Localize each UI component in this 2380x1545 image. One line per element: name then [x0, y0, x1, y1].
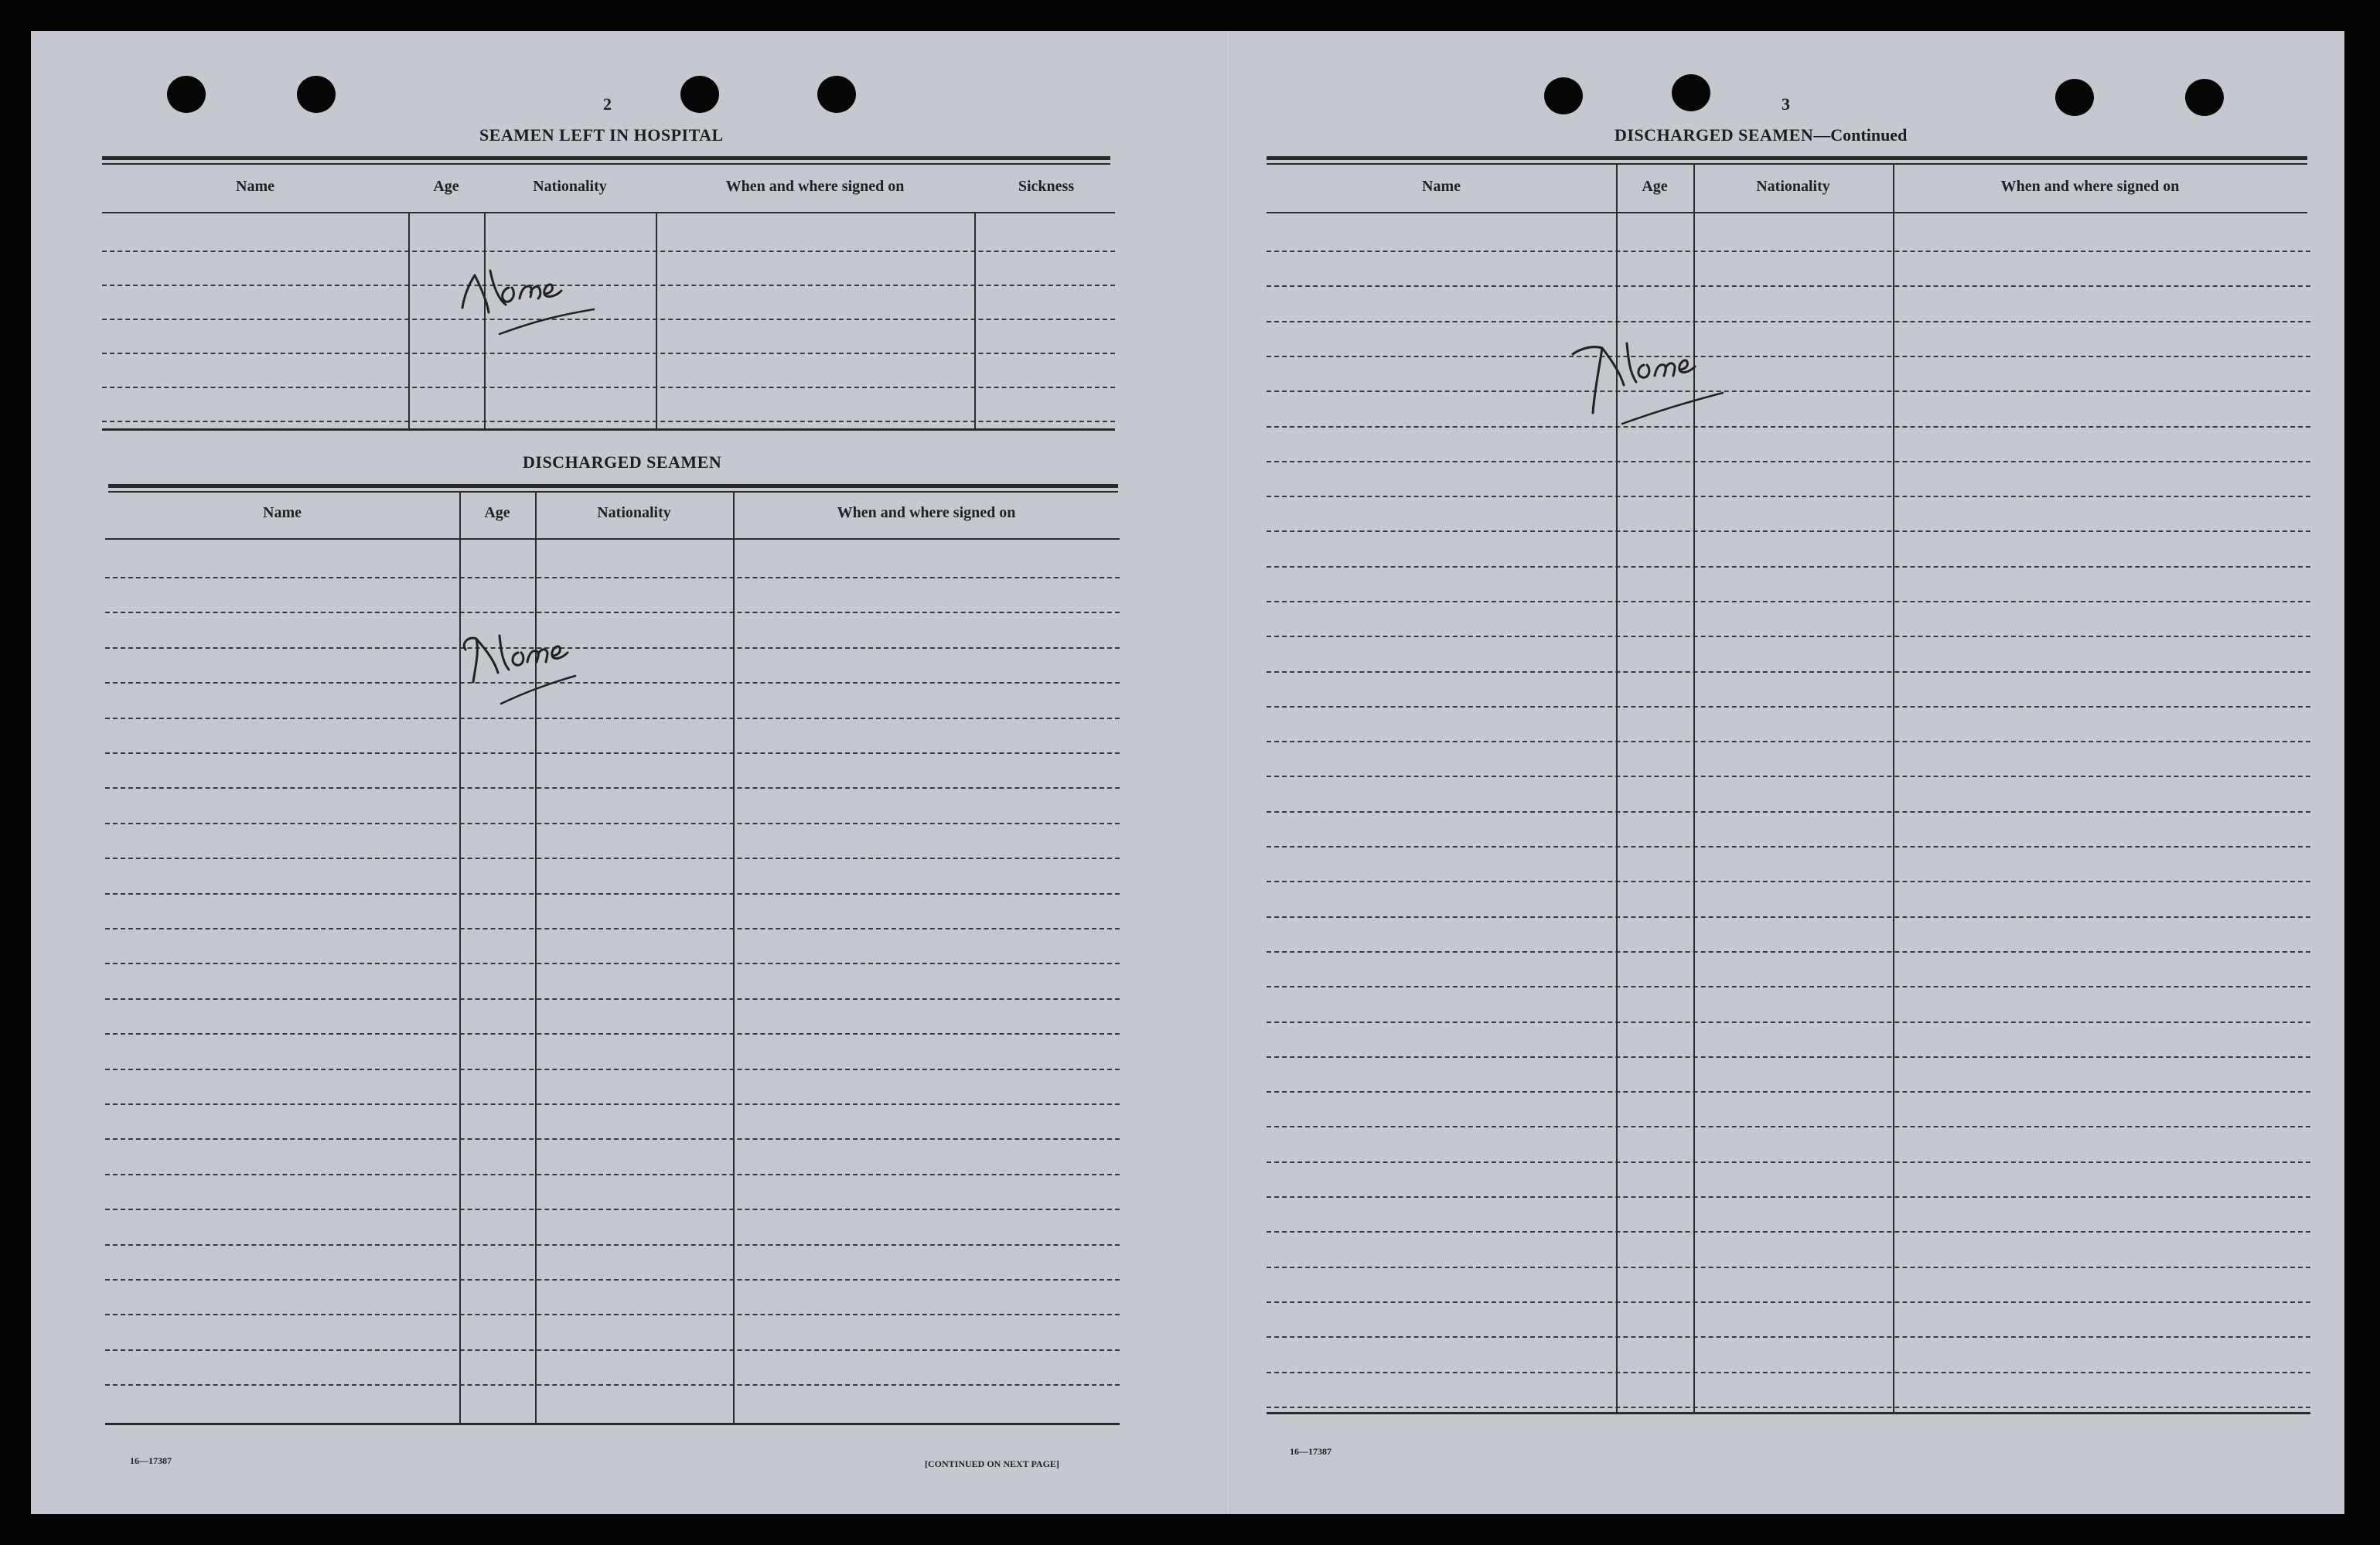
table-row-line	[1267, 391, 2310, 392]
header-underline	[105, 538, 1120, 540]
column-header-sickness: Sickness	[1018, 178, 1075, 195]
punch-hole	[1672, 74, 1710, 111]
punch-hole	[680, 76, 719, 113]
table-row-line	[105, 963, 1120, 964]
table-row	[102, 353, 1115, 354]
table-row-line	[105, 682, 1120, 684]
table-row-line	[105, 1384, 1120, 1386]
table-row-line	[1267, 986, 2310, 987]
handwritten-none-entry	[453, 608, 608, 708]
table-row-line	[1267, 1301, 2310, 1303]
column-header-age: Age	[433, 178, 459, 195]
punch-hole	[2185, 79, 2224, 116]
column-header-nationality: Nationality	[1756, 178, 1830, 195]
table-row-line	[1267, 881, 2310, 882]
column-header-signed-on: When and where signed on	[2000, 178, 2180, 195]
continued-note: [CONTINUED ON NEXT PAGE]	[925, 1458, 1059, 1469]
column-divider	[974, 212, 976, 430]
table-row-line	[1267, 426, 2310, 428]
table-row-line	[1267, 776, 2310, 777]
handwritten-none-entry	[1563, 322, 1749, 438]
table-row-line	[105, 1279, 1120, 1281]
table-row	[102, 285, 1115, 286]
table-row-line	[105, 577, 1120, 578]
table-row-line	[1267, 1231, 2310, 1233]
table-row-line	[105, 1244, 1120, 1246]
table-row-line	[1267, 916, 2310, 918]
table-row-line	[105, 1349, 1120, 1351]
page-fold	[1226, 31, 1230, 1514]
table-row-line	[1267, 846, 2310, 848]
table-row-line	[105, 752, 1120, 754]
table-row-line	[105, 1174, 1120, 1175]
table-row-line	[1267, 356, 2310, 357]
table-row-line	[105, 1069, 1120, 1070]
column-header-age: Age	[484, 504, 510, 521]
table-row-line	[1267, 321, 2310, 322]
table-row-line	[1267, 1196, 2310, 1198]
table-row-line	[1267, 1161, 2310, 1163]
table-row-line	[1267, 251, 2310, 252]
table-row-line	[1267, 1372, 2310, 1373]
double-rule-bottom	[108, 491, 1118, 493]
column-divider	[733, 491, 735, 1424]
table-bottom-rule	[1267, 1412, 2310, 1414]
double-rule-bottom	[102, 163, 1110, 165]
table-row-line	[1267, 566, 2310, 568]
table-row-line	[1267, 636, 2310, 637]
table-row-line	[105, 1138, 1120, 1140]
table-row-line	[1267, 1021, 2310, 1023]
table-row-line	[1267, 601, 2310, 602]
handwritten-none-entry	[448, 247, 603, 348]
table-row-line	[1267, 706, 2310, 708]
table-row-line	[1267, 1407, 2310, 1408]
table-row-line	[105, 1209, 1120, 1210]
table-row-line	[1267, 1267, 2310, 1268]
section-title: DISCHARGED SEAMEN	[523, 452, 722, 472]
double-rule-top	[108, 484, 1118, 488]
table-row-line	[1267, 496, 2310, 497]
table-row-line	[1267, 1126, 2310, 1127]
punch-hole	[2055, 79, 2094, 116]
header-underline	[1267, 212, 2307, 213]
page-number: 2	[603, 94, 612, 114]
table-row-line	[1267, 811, 2310, 813]
double-rule-bottom	[1267, 163, 2307, 165]
double-rule-top	[102, 156, 1110, 160]
column-divider	[408, 212, 410, 430]
column-header-signed-on: When and where signed on	[725, 178, 905, 195]
table-row-line	[1267, 951, 2310, 953]
table-row-line	[105, 823, 1120, 824]
section-title-main: DISCHARGED SEAMEN	[1615, 125, 1814, 145]
table-row-line	[105, 1103, 1120, 1105]
table-row-line	[105, 893, 1120, 895]
double-rule-top	[1267, 156, 2307, 160]
table-row	[102, 319, 1115, 320]
table-row-line	[1267, 671, 2310, 673]
column-divider	[656, 212, 657, 430]
section-title: SEAMEN LEFT IN HOSPITAL	[479, 125, 724, 145]
table-row-line	[105, 1033, 1120, 1035]
column-header-nationality: Nationality	[597, 504, 671, 521]
table-row-line	[105, 1314, 1120, 1315]
document-sheet	[31, 31, 2344, 1514]
table-row-line	[105, 787, 1120, 789]
punch-hole	[1544, 77, 1583, 114]
column-header-name: Name	[236, 178, 274, 195]
table-row-line	[1267, 1336, 2310, 1338]
table-row-line	[1267, 285, 2310, 287]
table-row	[102, 387, 1115, 388]
table-row-line	[105, 718, 1120, 719]
section-title-suffix: —Continued	[1813, 125, 1908, 145]
form-number: 16—17387	[1290, 1446, 1332, 1457]
column-header-age: Age	[1642, 178, 1668, 195]
header-underline	[102, 212, 1115, 213]
table-row-line	[1267, 530, 2310, 532]
column-header-name: Name	[1422, 178, 1461, 195]
column-header-name: Name	[263, 504, 302, 521]
form-number: 16—17387	[130, 1455, 172, 1466]
punch-hole	[817, 76, 856, 113]
table-row-line	[1267, 741, 2310, 742]
table-row-line	[105, 998, 1120, 1000]
table-row-line	[1267, 461, 2310, 462]
table-row-line	[1267, 1091, 2310, 1093]
table-row	[102, 251, 1115, 252]
punch-hole	[167, 76, 206, 113]
table-bottom-rule	[105, 1423, 1120, 1425]
table-bottom-rule	[102, 428, 1115, 431]
page-number: 3	[1782, 94, 1790, 114]
table-row-line	[1267, 1056, 2310, 1058]
column-header-signed-on: When and where signed on	[837, 504, 1016, 521]
column-header-nationality: Nationality	[533, 178, 607, 195]
table-row-line	[105, 647, 1120, 649]
punch-hole	[297, 76, 336, 113]
table-row-line	[105, 612, 1120, 613]
table-row-line	[105, 928, 1120, 929]
section-title	[1615, 125, 1907, 145]
table-row	[102, 421, 1115, 422]
column-divider	[1893, 163, 1894, 1413]
table-row-line	[105, 858, 1120, 859]
